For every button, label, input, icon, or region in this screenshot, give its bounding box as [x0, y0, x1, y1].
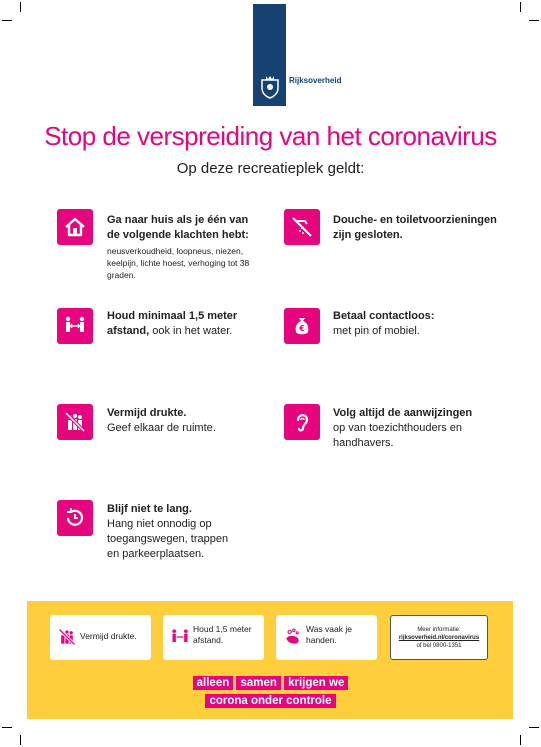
- measure-bold: afstand,: [107, 325, 150, 337]
- page-title: Stop de verspreiding van het coronavirus: [44, 121, 497, 151]
- footer-card-distance: [163, 615, 264, 660]
- footer-card-text: Vermijd drukte.: [80, 631, 137, 641]
- measure-detail: Geef elkaar de ruimte.: [107, 422, 216, 434]
- measure-icon-box: [57, 308, 93, 344]
- slogan-line-1: [0, 677, 541, 689]
- distance-icon: [170, 627, 190, 647]
- measure-text-instructions: [333, 406, 508, 451]
- coat-of-arms-icon: [258, 74, 282, 100]
- footer-card-handwash: [276, 615, 377, 660]
- measure-text-symptoms: [107, 213, 257, 281]
- crowd-crossed-icon: [57, 627, 77, 647]
- measure-text-facilities: [333, 213, 508, 243]
- slogan-word: krijgen we: [284, 676, 348, 690]
- measure-detail: neusverkoudheid, loopneus, niezen, keelpijn, lichte hoest, verhoging tot 38 graden.: [107, 246, 250, 280]
- measure-bold: Douche- en toiletvoorzieningen: [333, 214, 497, 226]
- measure-icon-box: [57, 209, 93, 245]
- measure-text-distance: [107, 309, 257, 339]
- measure-icon-box: [284, 209, 320, 245]
- measure-text-crowds: [107, 406, 257, 436]
- crop-mark: [520, 2, 521, 12]
- slogan-word: corona onder controle: [205, 694, 335, 708]
- footer-card-text: Houd 1,5 meter afstand.: [193, 624, 252, 645]
- crop-mark: [20, 2, 21, 12]
- slogan-line-2: [0, 695, 541, 707]
- logo-text: Rijksoverheid: [289, 76, 342, 85]
- distance-icon: [63, 314, 87, 338]
- clock-icon: [63, 506, 87, 530]
- info-phone: of bel 0800-1351: [416, 643, 462, 649]
- svg-text:€: €: [299, 324, 305, 333]
- crop-mark: [529, 20, 539, 21]
- measure-bold: Houd minimaal 1,5 meter: [107, 310, 238, 322]
- page-subtitle: Op deze recreatieplek geldt:: [176, 160, 365, 177]
- measure-bold: Blijf niet te lang.: [107, 503, 192, 515]
- crop-mark: [20, 735, 21, 745]
- footer-card-crowds: [50, 615, 151, 660]
- measure-icon-box: [284, 404, 320, 440]
- measure-detail: met pin of mobiel.: [333, 325, 420, 337]
- measure-icon-box: [284, 308, 320, 344]
- crowd-crossed-icon: [63, 410, 87, 434]
- measure-text-duration: [107, 502, 237, 562]
- slogan-word: samen: [236, 676, 280, 690]
- slogan-word: alleen: [193, 676, 234, 690]
- money-bag-icon: [290, 314, 314, 338]
- info-heading: Meer informatie:: [417, 627, 461, 633]
- measure-bold: Betaal contactloos:: [333, 310, 435, 322]
- info-box: [390, 615, 488, 660]
- measure-icon-box: [57, 404, 93, 440]
- measure-bold: Ga naar huis als je één van: [107, 214, 249, 226]
- footer-card-text: Was vaak je handen.: [306, 624, 352, 645]
- measure-bold: Vermijd drukte.: [107, 407, 187, 419]
- measure-bold: de volgende klachten hebt:: [107, 229, 249, 241]
- measure-detail: op van toezichthouders en handhavers.: [333, 422, 463, 449]
- info-link[interactable]: rijksoverheid.nl/coronavirus: [398, 635, 480, 641]
- home-icon: [63, 215, 87, 239]
- measure-text-payment: [333, 309, 508, 339]
- measure-bold: zijn gesloten.: [333, 229, 403, 241]
- no-shower-icon: [290, 215, 314, 239]
- measure-detail: Hang niet onnodig op toegangswegen, trappen en parkeerplaatsen.: [107, 518, 229, 560]
- measure-detail: ook in het water.: [149, 325, 233, 337]
- crop-mark: [529, 727, 539, 728]
- crop-mark: [2, 727, 12, 728]
- crop-mark: [2, 20, 12, 21]
- measure-icon-box: [57, 500, 93, 536]
- crop-mark: [520, 735, 521, 745]
- hand-wash-icon: [283, 627, 303, 647]
- measure-bold: Volg altijd de aanwijzingen: [333, 407, 473, 419]
- ear-icon: [290, 410, 314, 434]
